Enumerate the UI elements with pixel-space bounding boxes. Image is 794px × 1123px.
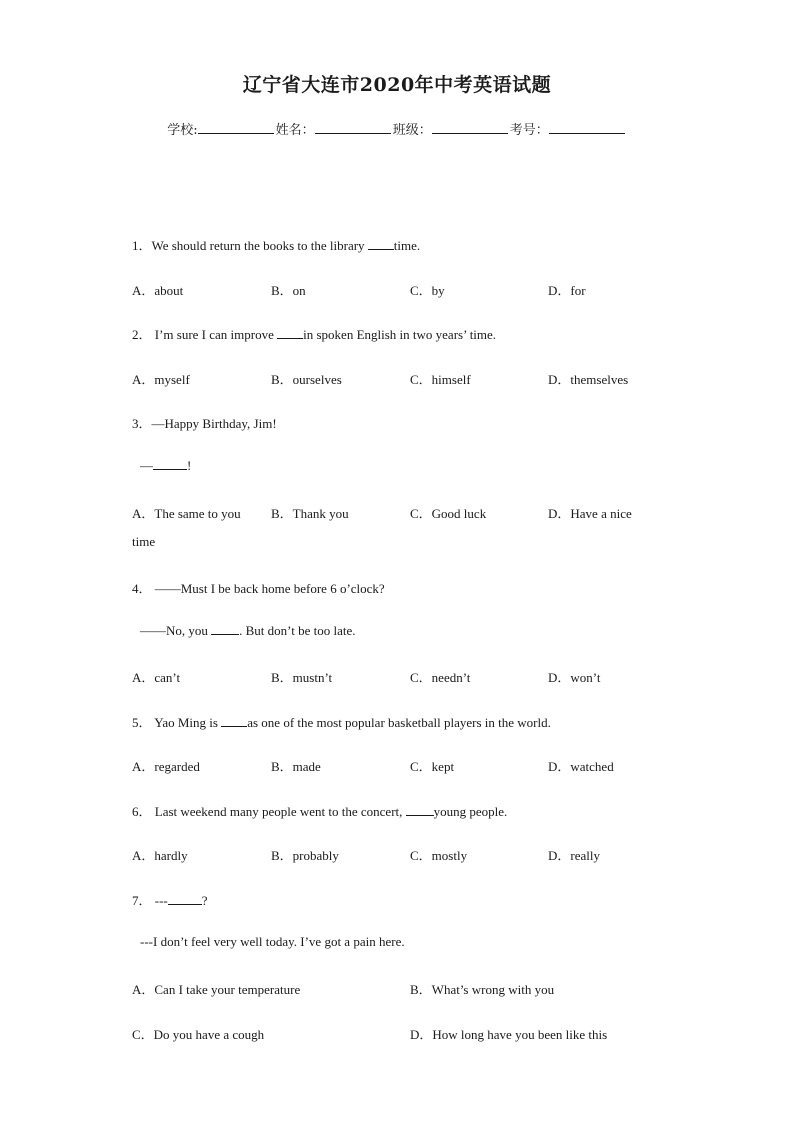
option-b[interactable]: B．ourselves [271, 372, 342, 387]
question-text: 2． I’m sure I can improve [132, 327, 278, 342]
question-7-reply: ---I don’t feel very well today. I’ve got a pain here. [140, 934, 405, 949]
option-d-wrap: time [132, 534, 156, 549]
class-blank[interactable] [432, 121, 508, 134]
school-label: 学校: [167, 123, 198, 138]
question-4-stem: 4． ——Must I be back home before 6 o’clock? [132, 581, 385, 596]
question-7-stem [132, 890, 208, 909]
option-d[interactable]: D．won’t [548, 670, 601, 685]
name-blank[interactable] [315, 121, 391, 134]
option-c[interactable]: C．Do you have a cough [132, 1027, 265, 1042]
question-text: 5． Yao Ming is [132, 715, 222, 730]
page-title: 辽宁省大连市2020年中考英语试题 [242, 74, 552, 96]
question-text: ? [201, 893, 208, 908]
option-a[interactable]: A．regarded [132, 759, 200, 774]
question-text: 7． --- [132, 893, 168, 908]
option-c[interactable]: C．needn’t [410, 670, 471, 685]
answer-blank [406, 804, 434, 816]
option-b[interactable]: B．What’s wrong with you [410, 982, 555, 997]
reply-text: — [140, 458, 153, 473]
option-c[interactable]: C．Good luck [410, 506, 487, 521]
option-b[interactable]: B．mustn’t [271, 670, 333, 685]
question-4-reply [140, 623, 356, 639]
option-b[interactable]: B．Thank you [271, 506, 349, 521]
reply-text: ——No, you [140, 623, 212, 638]
question-text: 6． Last weekend many people went to the concert, [132, 804, 406, 819]
question-1-stem [132, 235, 420, 254]
answer-blank [168, 893, 202, 905]
option-c[interactable]: C．mostly [410, 848, 468, 863]
option-d[interactable]: D．for [548, 283, 586, 298]
question-2-stem [132, 324, 496, 343]
option-b[interactable]: B．made [271, 759, 321, 774]
answer-blank [277, 327, 303, 339]
option-d[interactable]: D．really [548, 848, 600, 863]
option-b[interactable]: B．on [271, 283, 306, 298]
question-text: 1．We should return the books to the library [132, 238, 368, 253]
option-a[interactable]: A．myself [132, 372, 190, 387]
option-a[interactable]: A．hardly [132, 848, 188, 863]
option-c[interactable]: C．himself [410, 372, 471, 387]
student-info-line [0, 119, 794, 138]
question-text: in spoken English in two years’ time. [303, 327, 497, 342]
option-d[interactable]: D．Have a nice [548, 506, 632, 521]
option-b[interactable]: B．probably [271, 848, 339, 863]
option-c[interactable]: C．by [410, 283, 445, 298]
exam-number-blank[interactable] [549, 121, 625, 134]
answer-blank [211, 623, 239, 635]
option-c[interactable]: C．kept [410, 759, 455, 774]
question-text: as one of the most popular basketball players in the world. [247, 715, 551, 730]
question-text: time. [393, 238, 421, 253]
answer-blank [221, 715, 247, 727]
reply-text: ! [187, 458, 192, 473]
option-a[interactable]: A．about [132, 283, 184, 298]
option-d[interactable]: D．themselves [548, 372, 629, 387]
option-a[interactable]: A．Can I take your temperature [132, 982, 301, 997]
question-3-reply [140, 458, 191, 474]
question-3-stem: 3．—Happy Birthday, Jim! [132, 416, 277, 431]
exam-number-label: 考号： [509, 123, 549, 138]
question-text: young people. [433, 804, 508, 819]
option-d[interactable]: D．How long have you been like this [410, 1027, 608, 1042]
question-5-stem [132, 712, 551, 731]
option-a[interactable]: A．The same to you [132, 506, 241, 521]
name-label: 姓名： [275, 123, 315, 138]
answer-blank [368, 238, 394, 250]
question-6-stem [132, 801, 507, 820]
option-d[interactable]: D．watched [548, 759, 614, 774]
answer-blank [153, 458, 187, 470]
option-a[interactable]: A．can’t [132, 670, 181, 685]
class-label: 班级： [392, 123, 432, 138]
reply-text: . But don’t be too late. [239, 623, 356, 638]
school-blank[interactable] [198, 121, 274, 134]
